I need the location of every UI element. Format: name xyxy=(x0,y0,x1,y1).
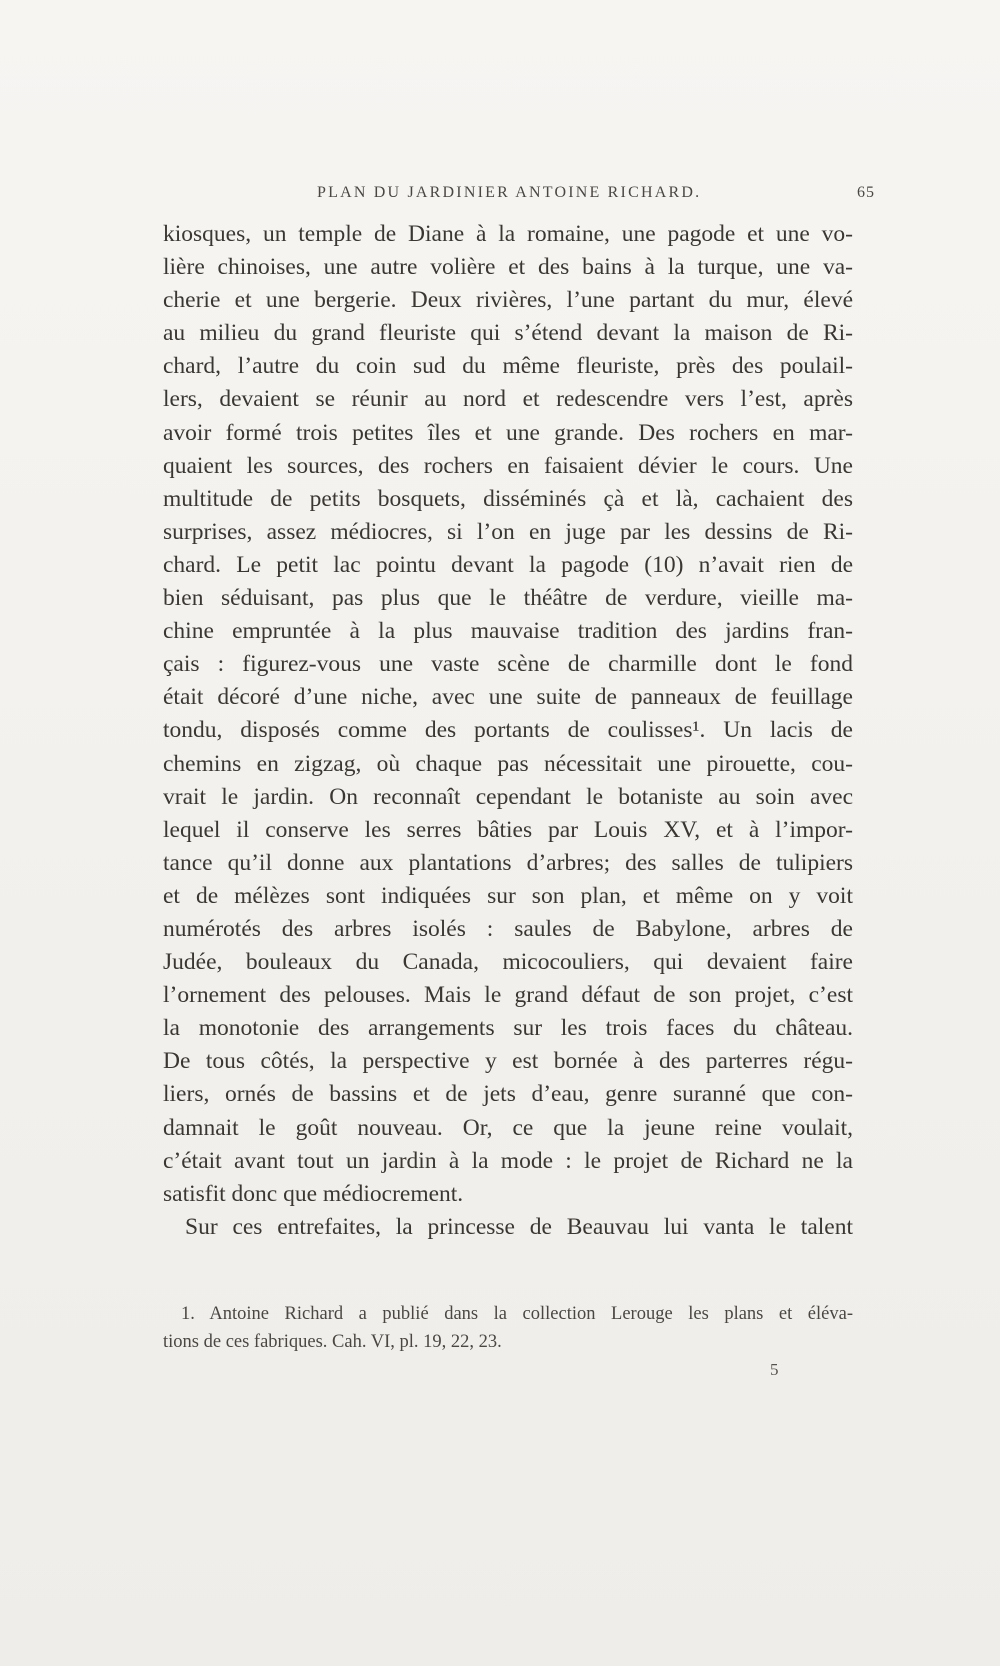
text-line: tondu, disposés comme des portants de coulisses¹. Un lacis de xyxy=(163,717,853,744)
text-line: çais : figurez-vous une vaste scène de charmille dont le fond xyxy=(163,651,853,678)
text-line: avoir formé trois petites îles et une grande. Des rochers en mar- xyxy=(163,419,853,446)
page-number: 65 xyxy=(857,184,875,201)
text-line: bien séduisant, pas plus que le théâtre de verdure, vieille ma- xyxy=(163,585,853,612)
text-line: chine empruntée à la plus mauvaise tradition des jardins fran- xyxy=(163,618,853,645)
text-line: vrait le jardin. On reconnaît cependant le botaniste au soin avec xyxy=(163,783,853,810)
text-line: au milieu du grand fleuriste qui s’étend devant la maison de Ri- xyxy=(163,320,853,347)
signature-mark: 5 xyxy=(770,1360,779,1379)
text-line: Sur ces entrefaites, la princesse de Beauvau lui vanta le talent xyxy=(185,1213,853,1240)
text-line: c’était avant tout un jardin à la mode : le projet de Richard ne la xyxy=(163,1147,853,1174)
footnote-line: 1. Antoine Richard a publié dans la collection Lerouge les plans et éléva- xyxy=(181,1304,853,1324)
text-line: De tous côtés, la perspective y est bornée à des parterres régu- xyxy=(163,1048,853,1075)
text-line: surprises, assez médiocres, si l’on en juge par les dessins de Ri- xyxy=(163,518,853,545)
text-line: chard, l’autre du coin sud du même fleuriste, près des poulail- xyxy=(163,353,853,380)
text-line: quaient les sources, des rochers en faisaient dévier le cours. Une xyxy=(163,452,853,479)
text-line: cherie et une bergerie. Deux rivières, l’une partant du mur, élevé xyxy=(163,287,853,314)
text-line: multitude de petits bosquets, disséminés çà et là, cachaient des xyxy=(163,485,853,512)
text-line: l’ornement des pelouses. Mais le grand défaut de son projet, c’est xyxy=(163,982,853,1009)
text-line: kiosques, un temple de Diane à la romaine, une pagode et une vo- xyxy=(163,221,853,247)
text-line: était décoré d’une niche, avec une suite de panneaux de feuillage xyxy=(163,684,853,711)
text-line: tance qu’il donne aux plantations d’arbres; des salles de tulipiers xyxy=(163,849,853,876)
text-line: chard. Le petit lac pointu devant la pagode (10) n’avait rien de xyxy=(163,551,853,578)
text-line: liers, ornés de bassins et de jets d’eau, genre suranné que con- xyxy=(163,1081,853,1108)
text-line: lière chinoises, une autre volière et des bains à la turque, une va- xyxy=(163,254,853,281)
text-line: Judée, bouleaux du Canada, micocouliers, qui devaient faire xyxy=(163,949,853,976)
footnote-line: tions de ces fabriques. Cah. VI, pl. 19, 22, 23. xyxy=(163,1332,502,1352)
text-line: lequel il conserve les serres bâties par Louis XV, et à l’impor- xyxy=(163,816,853,843)
text-line: satisfit donc que médiocrement. xyxy=(163,1180,464,1207)
running-title: PLAN DU JARDINIER ANTOINE RICHARD. xyxy=(317,184,702,201)
footnotes xyxy=(163,1300,853,1356)
body-text xyxy=(163,218,853,1244)
text-line: lers, devaient se réunir au nord et redescendre vers l’est, après xyxy=(163,386,853,413)
running-head xyxy=(165,184,875,208)
text-line: la monotonie des arrangements sur les trois faces du château. xyxy=(163,1015,853,1042)
text-line: et de mélèzes sont indiquées sur son plan, et même on y voit xyxy=(163,882,853,909)
text-line: chemins en zigzag, où chaque pas nécessitait une pirouette, cou- xyxy=(163,750,853,777)
text-line: damnait le goût nouveau. Or, ce que la jeune reine voulait, xyxy=(163,1114,853,1141)
text-line: numérotés des arbres isolés : saules de Babylone, arbres de xyxy=(163,915,853,942)
